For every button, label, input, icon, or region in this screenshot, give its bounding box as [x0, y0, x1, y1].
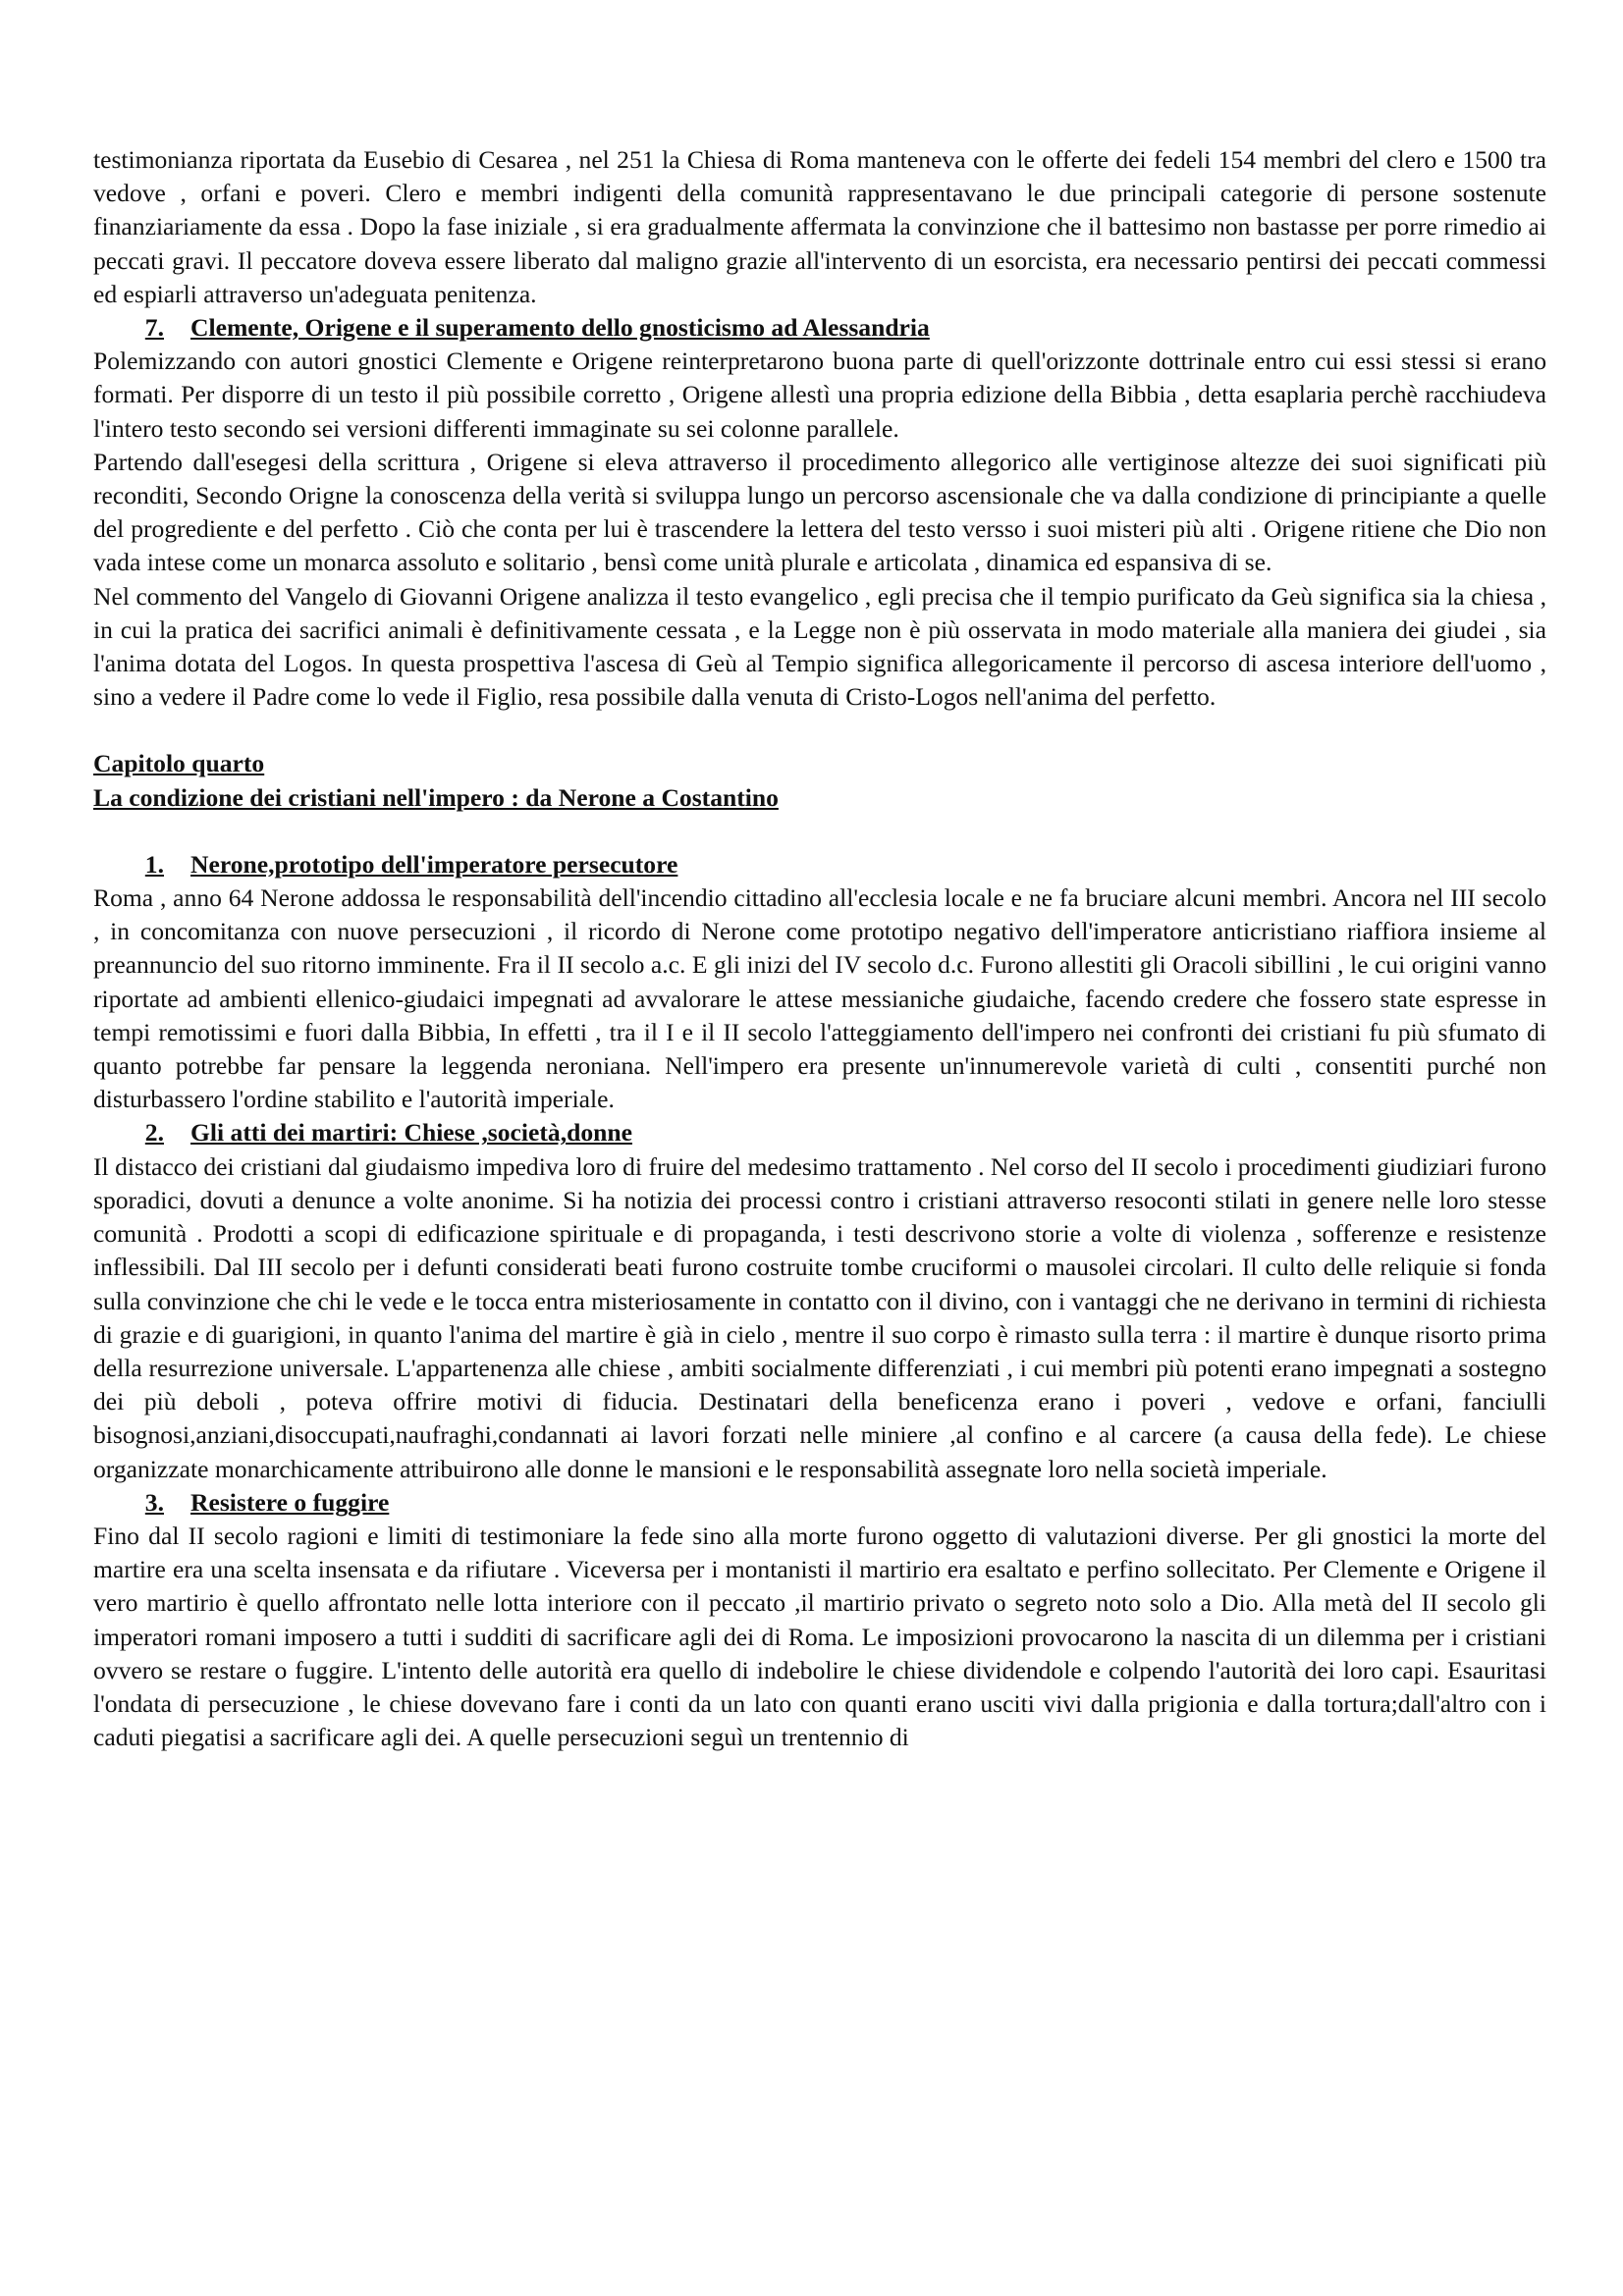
paragraph: Fino dal II secolo ragioni e limiti di testimoniare la fede sino alla morte furono oggetto di valutazioni diverse. Per gli gnostici la morte del martire era una scelta insensata e da rifiutare . Viceversa per i montanisti il martirio era esaltato e perfino sollecitato. Per Clemente e Origene il vero martirio è quello affrontato nelle lotta interiore con il peccato ,il martirio privato o segreto noto solo a Dio. Alla metà del II secolo gli imperatori romani imposero a tutti i sudditi di sacrificare agli dei di Roma. Le imposizioni provocarono la nascita di un dilemma per i cristiani ovvero se restare o fuggire. L'intento delle autorità era quello di indebolire le chiese dividendole e colpendo l'autorità dei loro capi. Esauritasi l'ondata di persecuzione , le chiese dovevano fare i conti da un lato con quanti erano usciti vivi dalla prigionia e dalla tortura;dall'altro con i caduti piegatisi a sacrificare agli dei. A quelle persecuzioni seguì un trentennio di	[93, 1521, 1546, 1752]
chapter-label: Capitolo quarto	[93, 749, 265, 778]
section-number: 7.	[144, 313, 164, 343]
section-number: 1.	[144, 849, 164, 879]
section-title: Gli atti dei martiri: Chiese ,società,donne	[190, 1118, 632, 1148]
section-heading-3	[93, 1486, 1546, 1520]
intro-paragraph: testimonianza riportata da Eusebio di Cesarea , nel 251 la Chiesa di Roma manteneva con le offerte dei fedeli 154 membri del clero e 1500 tra vedove , orfani e poveri. Clero e membri indigenti della comunità rappresentavano le due principali categorie di persone sostenute finanziariamente da essa . Dopo la fase iniziale , si era gradualmente affermata la convinzione che il battesimo non bastasse per porre rimedio ai peccati gravi. Il peccatore doveva essere liberato dal maligno grazie all'intervento di un esorcista, era necessario pentirsi dei peccati commessi ed espiarli attraverso un'adeguata penitenza.	[93, 145, 1546, 308]
spacer	[93, 815, 1546, 848]
section-title: Nerone,prototipo dell'imperatore persecutore	[190, 849, 678, 879]
paragraph: Polemizzando con autori gnostici Clemente e Origene reinterpretarono buona parte di quell'orizzonte dottrinale entro cui essi stessi si erano formati. Per disporre di un testo il più possibile corretto , Origene allestì una propria edizione della Bibbia , detta esaplaria perchè racchiudeva l'intero testo secondo sei versioni differenti immaginate su sei colonne parallele.	[93, 347, 1546, 443]
section-heading-1	[93, 848, 1546, 881]
paragraph: Il distacco dei cristiani dal giudaismo impediva loro di fruire del medesimo trattamento . Nel corso del II secolo i procedimenti giudiziari furono sporadici, dovuti a denunce a volte anonime. Si ha notizia dei processi contro i cristiani attraverso resoconti stilati in genere nelle loro stesse comunità . Prodotti a scopi di edificazione spirituale e di propaganda, i testi descrivono storie a volte di violenza , sofferenze e resistenze inflessibili. Dal III secolo per i defunti considerati beati furono costruite tombe cruciformi o mausolei circolari. Il culto delle reliquie si fonda sulla convinzione che chi le vede e le tocca entra misteriosamente in contatto con il divino, con i vantaggi che ne derivano in termini di richiesta di grazie e di guarigioni, in quanto l'anima del martire è già in cielo , mentre il suo corpo è rimasto sulla terra : il martire è dunque risorto prima della resurrezione universale. L'appartenenza alle chiese , ambiti socialmente differenziati , i cui membri più potenti erano impegnati a sostegno dei più deboli , poteva offrire motivi di fiducia. Destinatari della beneficenza erano i poveri , vedove e orfani, fanciulli bisognosi,anziani,disoccupati,naufraghi,condannati ai lavori forzati nelle miniere ,al confino e al carcere (a causa della fede). Le chiese organizzate monarchicamente attribuirono alle donne le mansioni e le responsabilità assegnate loro nella società imperiale.	[93, 1151, 1546, 1483]
section-title: Resistere o fuggire	[190, 1487, 390, 1517]
paragraph: Partendo dall'esegesi della scrittura , Origene si eleva attraverso il procedimento allegorico alle vertiginose altezze dei suoi significati più reconditi, Secondo Origne la conoscenza della verità si sviluppa lungo un percorso ascensionale che va dalla condizione di principiante a quelle del progrediente e del perfetto . Ciò che conta per lui è trascendere la lettera del testo versso i suoi misteri più alti . Origene ritiene che Dio non vada intese come un monarca assoluto e solitario , bensì come unità plurale e articolata , dinamica ed espansiva di se.	[93, 447, 1546, 577]
section-heading-2	[93, 1116, 1546, 1149]
paragraph: Roma , anno 64 Nerone addossa le responsabilità dell'incendio cittadino all'ecclesia locale e ne fa bruciare alcuni membri. Ancora nel III secolo , in concomitanza con nuove persecuzioni , il ricordo di Nerone come prototipo negativo dell'imperatore anticristiano riaffiora insieme al preannuncio del suo ritorno imminente. Fra il II secolo a.c. E gli inizi del IV secolo d.c. Furono allestiti gli Oracoli sibillini , le cui origini vanno riportate ad ambienti ellenico-giudaici impegnati ad avvalorare le attese messianiche giudaiche, facendo credere che fossero state espresse in tempi remotissimi e fuori dalla Bibbia, In effetti , tra il I e il II secolo l'atteggiamento dell'impero nei confronti dei cristiani fu più sfumato di quanto potrebbe far pensare la leggenda neroniana. Nell'impero era presente un'innumerevole varietà di culti , consentiti purché non disturbassero l'ordine stabilito e l'autorità imperiale.	[93, 883, 1546, 1114]
section-number: 3.	[144, 1487, 164, 1517]
spacer	[93, 714, 1546, 747]
paragraph: Nel commento del Vangelo di Giovanni Origene analizza il testo evangelico , egli precisa che il tempio purificato da Geù significa sia la chiesa , in cui la pratica dei sacrifici animali è definitivamente cessata , e la Legge non è più osservata in modo materiale alla maniera dei giudei , sia l'anima dotata del Logos. In questa prospettiva l'ascesa di Geù al Tempio significa allegoricamente il percorso di ascesa interiore dell'uomo , sino a vedere il Padre come lo vede il Figlio, resa possibile dalla venuta di Cristo-Logos nell'anima del perfetto.	[93, 581, 1546, 712]
section-heading-7	[93, 311, 1546, 345]
chapter-title: La condizione dei cristiani nell'impero : da Nerone a Costantino	[93, 782, 779, 812]
section-number: 2.	[144, 1118, 164, 1148]
document-page	[93, 143, 1546, 1754]
section-title: Clemente, Origene e il superamento dello gnosticismo ad Alessandria	[190, 313, 930, 343]
